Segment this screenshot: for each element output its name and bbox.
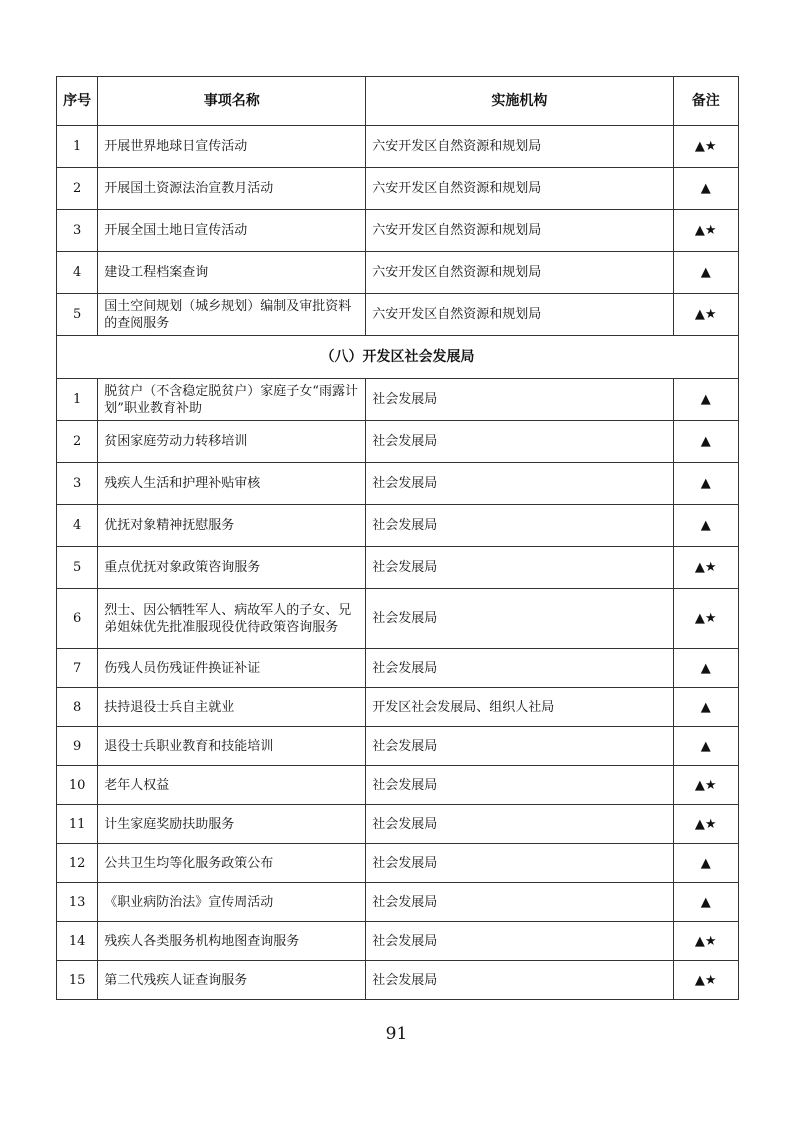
row-no: 14 bbox=[57, 922, 98, 961]
row-no: 15 bbox=[57, 961, 98, 1000]
table-row bbox=[57, 379, 739, 421]
row-name: 残疾人生活和护理补贴审核 bbox=[98, 463, 366, 505]
row-org: 社会发展局 bbox=[366, 805, 673, 844]
row-name: 第二代残疾人证查询服务 bbox=[98, 961, 366, 1000]
table-row bbox=[57, 649, 739, 688]
row-org: 社会发展局 bbox=[366, 379, 673, 421]
table-row bbox=[57, 421, 739, 463]
row-note: ▲★ bbox=[673, 589, 739, 649]
row-no: 5 bbox=[57, 547, 98, 589]
header-org: 实施机构 bbox=[366, 77, 673, 126]
row-no: 2 bbox=[57, 168, 98, 210]
row-note: ▲ bbox=[673, 505, 739, 547]
row-name: 开展全国土地日宣传活动 bbox=[98, 210, 366, 252]
row-no: 1 bbox=[57, 126, 98, 168]
row-name: 《职业病防治法》宣传周活动 bbox=[98, 883, 366, 922]
header-no: 序号 bbox=[57, 77, 98, 126]
row-no: 12 bbox=[57, 844, 98, 883]
row-org: 社会发展局 bbox=[366, 505, 673, 547]
row-note: ▲ bbox=[673, 463, 739, 505]
row-no: 3 bbox=[57, 463, 98, 505]
row-note: ▲★ bbox=[673, 766, 739, 805]
table-row bbox=[57, 294, 739, 336]
row-no: 4 bbox=[57, 252, 98, 294]
row-name: 重点优抚对象政策咨询服务 bbox=[98, 547, 366, 589]
row-org: 社会发展局 bbox=[366, 649, 673, 688]
table-row bbox=[57, 463, 739, 505]
table-row bbox=[57, 727, 739, 766]
row-no: 2 bbox=[57, 421, 98, 463]
row-org: 六安开发区自然资源和规划局 bbox=[366, 210, 673, 252]
row-org: 社会发展局 bbox=[366, 589, 673, 649]
row-name: 贫困家庭劳动力转移培训 bbox=[98, 421, 366, 463]
header-note: 备注 bbox=[673, 77, 739, 126]
row-name: 建设工程档案查询 bbox=[98, 252, 366, 294]
row-no: 7 bbox=[57, 649, 98, 688]
row-org: 社会发展局 bbox=[366, 463, 673, 505]
table-row bbox=[57, 210, 739, 252]
row-org: 开发区社会发展局、组织人社局 bbox=[366, 688, 673, 727]
row-note: ▲★ bbox=[673, 805, 739, 844]
row-note: ▲ bbox=[673, 883, 739, 922]
row-no: 3 bbox=[57, 210, 98, 252]
row-name: 国土空间规划（城乡规划）编制及审批资料的查阅服务 bbox=[98, 294, 366, 336]
row-no: 1 bbox=[57, 379, 98, 421]
table-row bbox=[57, 252, 739, 294]
page-number: 91 bbox=[385, 1024, 408, 1044]
row-no: 8 bbox=[57, 688, 98, 727]
row-name: 烈士、因公牺牲军人、病故军人的子女、兄弟姐妹优先批准服现役优待政策咨询服务 bbox=[98, 589, 366, 649]
table-row bbox=[57, 766, 739, 805]
row-org: 六安开发区自然资源和规划局 bbox=[366, 294, 673, 336]
row-no: 4 bbox=[57, 505, 98, 547]
row-note: ▲ bbox=[673, 727, 739, 766]
row-no: 11 bbox=[57, 805, 98, 844]
row-name: 计生家庭奖励扶助服务 bbox=[98, 805, 366, 844]
row-note: ▲ bbox=[673, 421, 739, 463]
table-row bbox=[57, 547, 739, 589]
table-header-row bbox=[57, 77, 739, 126]
table-row bbox=[57, 883, 739, 922]
row-name: 残疾人各类服务机构地图查询服务 bbox=[98, 922, 366, 961]
row-no: 13 bbox=[57, 883, 98, 922]
row-org: 社会发展局 bbox=[366, 844, 673, 883]
row-note: ▲ bbox=[673, 252, 739, 294]
row-org: 社会发展局 bbox=[366, 883, 673, 922]
table-row bbox=[57, 688, 739, 727]
row-org: 六安开发区自然资源和规划局 bbox=[366, 252, 673, 294]
row-no: 9 bbox=[57, 727, 98, 766]
table-row bbox=[57, 844, 739, 883]
row-note: ▲ bbox=[673, 379, 739, 421]
row-name: 脱贫户（不含稳定脱贫户）家庭子女“雨露计划”职业教育补助 bbox=[98, 379, 366, 421]
row-name: 公共卫生均等化服务政策公布 bbox=[98, 844, 366, 883]
row-name: 退役士兵职业教育和技能培训 bbox=[98, 727, 366, 766]
row-note: ▲ bbox=[673, 649, 739, 688]
row-note: ▲★ bbox=[673, 961, 739, 1000]
row-note: ▲★ bbox=[673, 210, 739, 252]
row-name: 优抚对象精神抚慰服务 bbox=[98, 505, 366, 547]
row-note: ▲★ bbox=[673, 922, 739, 961]
table-row bbox=[57, 505, 739, 547]
row-note: ▲★ bbox=[673, 547, 739, 589]
row-org: 社会发展局 bbox=[366, 766, 673, 805]
row-name: 伤残人员伤残证件换证补证 bbox=[98, 649, 366, 688]
table-row bbox=[57, 961, 739, 1000]
row-org: 社会发展局 bbox=[366, 922, 673, 961]
row-note: ▲★ bbox=[673, 294, 739, 336]
section-title: （八）开发区社会发展局 bbox=[57, 336, 739, 379]
row-org: 社会发展局 bbox=[366, 547, 673, 589]
table-row bbox=[57, 126, 739, 168]
row-no: 10 bbox=[57, 766, 98, 805]
service-items-table bbox=[56, 76, 739, 1000]
row-no: 5 bbox=[57, 294, 98, 336]
row-name: 扶持退役士兵自主就业 bbox=[98, 688, 366, 727]
row-name: 老年人权益 bbox=[98, 766, 366, 805]
row-name: 开展世界地球日宣传活动 bbox=[98, 126, 366, 168]
row-org: 社会发展局 bbox=[366, 421, 673, 463]
row-note: ▲ bbox=[673, 168, 739, 210]
row-org: 六安开发区自然资源和规划局 bbox=[366, 168, 673, 210]
row-note: ▲ bbox=[673, 844, 739, 883]
table-row bbox=[57, 922, 739, 961]
row-no: 6 bbox=[57, 589, 98, 649]
table-row bbox=[57, 168, 739, 210]
table-row bbox=[57, 589, 739, 649]
section-row bbox=[57, 336, 739, 379]
row-note: ▲ bbox=[673, 688, 739, 727]
header-name: 事项名称 bbox=[98, 77, 366, 126]
table-row bbox=[57, 805, 739, 844]
row-name: 开展国土资源法治宣教月活动 bbox=[98, 168, 366, 210]
row-org: 社会发展局 bbox=[366, 727, 673, 766]
row-org: 社会发展局 bbox=[366, 961, 673, 1000]
row-note: ▲★ bbox=[673, 126, 739, 168]
row-org: 六安开发区自然资源和规划局 bbox=[366, 126, 673, 168]
